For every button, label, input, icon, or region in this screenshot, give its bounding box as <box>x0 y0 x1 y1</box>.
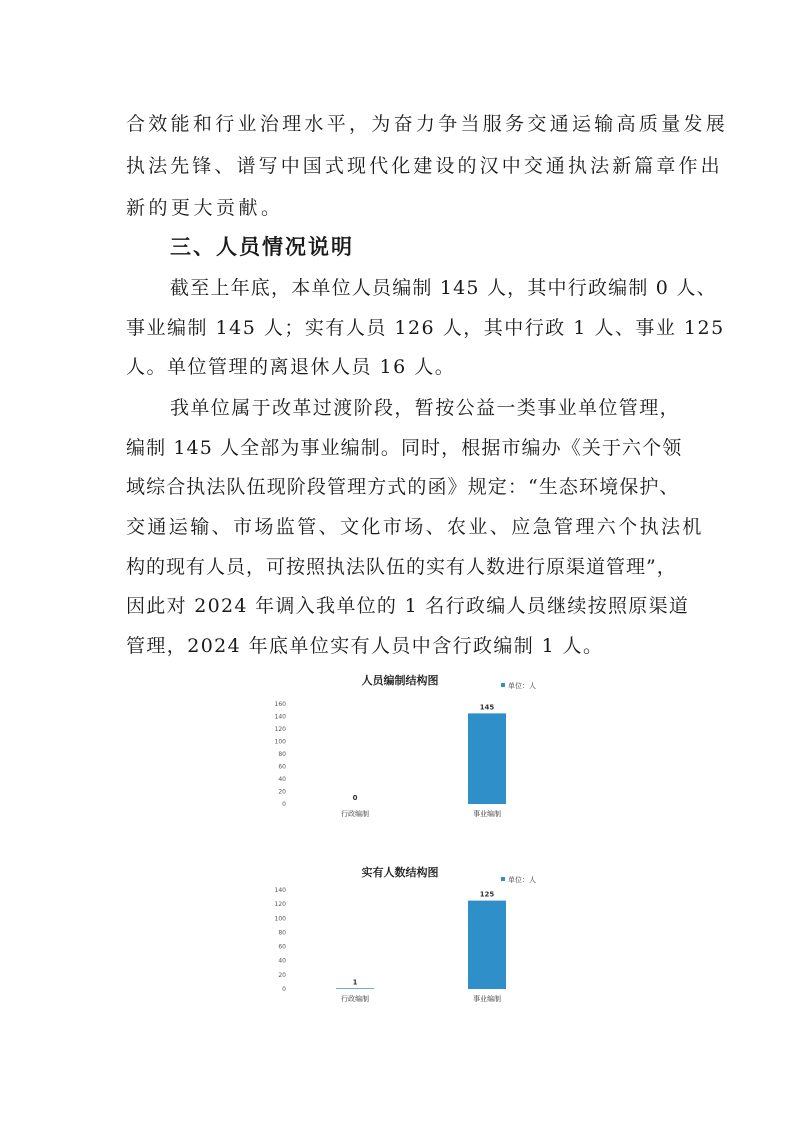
y-tick-label: 80 <box>278 929 286 937</box>
para2-line-1: 我单位属于改革过渡阶段，暂按公益一类事业单位管理， <box>170 397 681 419</box>
bar-data-label: 145 <box>479 703 495 712</box>
para1-line-1: 截至上年底，本单位人员编制 145 人，其中行政编制 0 人、 <box>170 277 717 299</box>
y-tick-label: 160 <box>274 701 286 708</box>
para2-line-7: 管理，2024 年底单位实有人员中含行政编制 1 人。 <box>126 635 604 657</box>
y-tick-label: 0 <box>282 801 286 808</box>
x-category-label: 行政编制 <box>341 995 369 1003</box>
y-tick-label: 0 <box>282 986 286 993</box>
y-tick-label: 100 <box>274 738 286 746</box>
bar <box>468 713 506 804</box>
actual-headcount-chart <box>268 862 568 1022</box>
y-tick-label: 140 <box>274 887 286 894</box>
para2-line-3: 域综合执法队伍现阶段管理方式的函》规定：“生态环境保护、 <box>126 476 680 498</box>
section-heading: 三、人员情况说明 <box>170 235 354 259</box>
para2-line-4: 交通运输、市场监管、文化市场、农业、应急管理六个执法机 <box>126 516 704 538</box>
para1-line-2: 事业编制 145 人；实有人员 126 人，其中行政 1 人、事业 125 <box>126 317 725 339</box>
y-tick-label: 60 <box>278 943 286 951</box>
y-tick-label: 40 <box>278 776 286 783</box>
intro-line-1: 合效能和行业治理水平，为奋力争当服务交通运输高质量发展 <box>126 113 729 135</box>
bar <box>336 988 374 989</box>
bar-data-label: 0 <box>352 794 358 802</box>
intro-line-2: 执法先锋、谱写中国式现代化建设的汉中交通执法新篇章作出 <box>126 155 723 177</box>
y-tick-label: 140 <box>274 713 286 721</box>
y-tick-label: 40 <box>278 957 286 965</box>
legend-swatch <box>501 683 505 687</box>
bar <box>468 901 506 989</box>
x-category-label: 事业编制 <box>473 810 501 818</box>
para2-line-6: 因此对 2024 年调入我单位的 1 名行政编人员继续按照原渠道 <box>126 595 690 617</box>
para2-line-5: 构的现有人员，可按照执法队伍的实有人数进行原渠道管理”， <box>126 556 677 578</box>
legend-swatch <box>501 877 505 881</box>
y-tick-label: 120 <box>274 901 286 909</box>
para1-line-3: 人。单位管理的离退休人员 16 人。 <box>126 356 456 378</box>
y-tick-label: 60 <box>278 763 286 771</box>
legend-label: 单位：人 <box>508 876 536 884</box>
bar-data-label: 1 <box>352 978 358 987</box>
bar-data-label: 125 <box>479 890 495 899</box>
x-category-label: 行政编制 <box>341 810 369 818</box>
para2-line-2: 编制 145 人全部为事业编制。同时，根据市编办《关于六个领 <box>126 437 683 459</box>
staffing-structure-chart <box>268 668 568 828</box>
intro-line-3: 新的更大贡献。 <box>126 197 284 219</box>
y-tick-label: 80 <box>278 751 286 758</box>
y-tick-label: 20 <box>278 971 286 979</box>
x-category-label: 事业编制 <box>473 995 501 1003</box>
y-tick-label: 100 <box>274 915 286 923</box>
y-tick-label: 120 <box>274 726 286 733</box>
y-tick-label: 20 <box>278 788 286 796</box>
chart-title: 实有人数结构图 <box>361 866 439 879</box>
legend-label: 单位：人 <box>508 682 536 690</box>
chart-title: 人员编制结构图 <box>361 674 439 687</box>
